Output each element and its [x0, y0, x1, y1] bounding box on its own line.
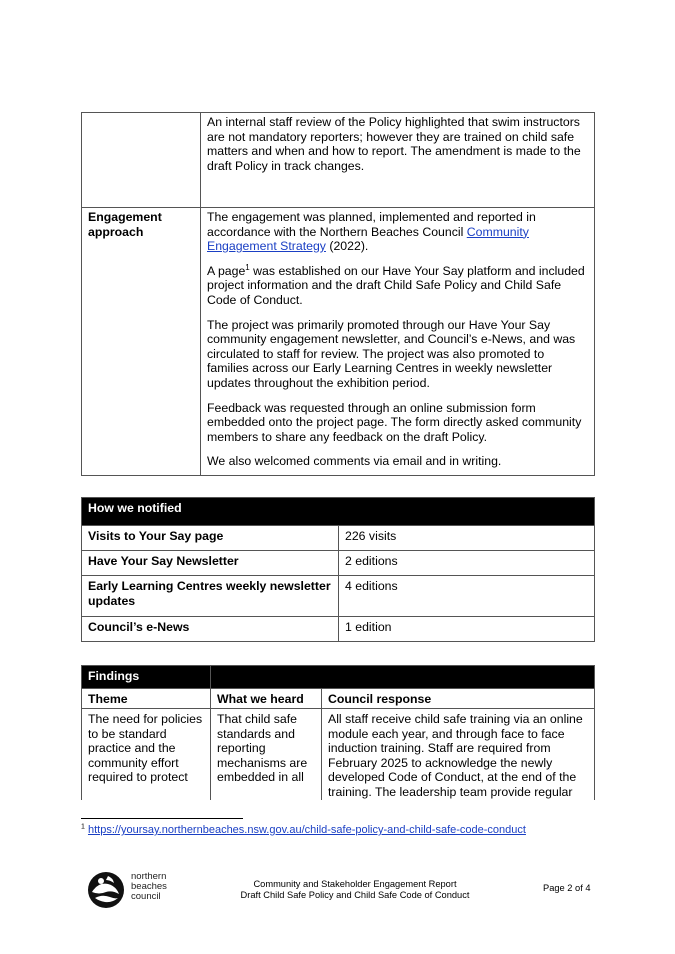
response-column-header: Council response	[322, 689, 595, 709]
northern-beaches-logo-icon	[86, 870, 126, 910]
row-label: Council’s e-News	[82, 617, 339, 642]
paragraph: Feedback was requested through an online submission form embedded onto the project page. The form directly asked community members to share any feedback on the draft Policy.	[207, 400, 582, 444]
table-row	[82, 526, 595, 551]
row-value: 4 editions	[339, 576, 595, 617]
paragraph: The project was primarily promoted through our Have Your Say community engagement newsletter, and Council’s e-News, and was circulated to staff for review. The project was also promoted to families across our Early Learning Centres in weekly newsletter updates throughout the exhibition period.	[207, 317, 576, 390]
text: was established on our Have Your Say platform and included project information and the draft Child Safe Policy and Child Safe Code of Conduct.	[207, 263, 585, 307]
paragraph: We also welcomed comments via email and in writing.	[207, 454, 502, 469]
paragraph	[207, 210, 588, 254]
text: (2022).	[325, 239, 369, 254]
footer-title	[230, 879, 480, 901]
engagement-approach-cell	[201, 208, 595, 476]
report-subtitle: Draft Child Safe Policy and Child Safe Code of Conduct	[240, 890, 470, 900]
findings-header-fill	[211, 666, 595, 689]
table-header-row	[82, 666, 595, 689]
empty-label-cell	[82, 113, 201, 208]
review-text: An internal staff review of the Policy highlighted that swim instructors are not mandatory reporters; however they are trained on child safe matters and when and how to report. The amendment is made to the draft Policy in track changes.	[207, 115, 581, 173]
row-value: 226 visits	[339, 526, 595, 551]
notified-header: How we notified	[82, 498, 595, 526]
footnote-divider	[81, 818, 243, 819]
row-value: 1 edition	[339, 617, 595, 642]
theme-cell: The need for policies to be standard practice and the community effort required to protect	[82, 709, 211, 800]
page-number: Page 2 of 4	[543, 883, 591, 893]
table-header-row	[82, 498, 595, 526]
footnote-ref[interactable]: 1	[245, 262, 250, 272]
footnote	[81, 824, 526, 837]
table-row	[82, 551, 595, 576]
engagement-approach-label: Engagement approach	[82, 208, 201, 476]
notified-table	[81, 497, 595, 642]
row-label: Visits to Your Say page	[82, 526, 339, 551]
review-cell	[201, 113, 595, 208]
row-label: Have Your Say Newsletter	[82, 551, 339, 576]
table-row	[82, 576, 595, 617]
footnote-link[interactable]: https://yoursay.northernbeaches.nsw.gov.au/child-safe-policy-and-child-safe-code-conduct	[87, 824, 526, 836]
logo-line: beaches	[131, 881, 167, 892]
row-label: Early Learning Centres weekly newsletter updates	[82, 576, 339, 617]
paragraph	[207, 264, 588, 308]
report-title: Community and Stakeholder Engagement Report	[253, 879, 457, 889]
heard-cell: That child safe standards and reporting mechanisms are embedded in all	[211, 709, 322, 800]
footnote-number: 1	[81, 823, 85, 831]
response-cell: All staff receive child safe training via an online module each year, and through face to face induction training. Staff are required from February 2025 to acknowledge the newly developed Code of Conduct, at the end of the training. The leadership team provide regular	[322, 709, 595, 800]
logo-line: council	[131, 891, 161, 902]
findings-header: Findings	[82, 666, 211, 689]
row-value: 2 editions	[339, 551, 595, 576]
text: A page	[207, 263, 246, 278]
heard-column-header: What we heard	[211, 689, 322, 709]
logo-text	[131, 872, 167, 902]
logo-line: northern	[131, 871, 167, 882]
engagement-table	[81, 112, 595, 476]
table-row	[82, 113, 595, 208]
table-row	[82, 208, 595, 476]
community-engagement-strategy-link[interactable]: Community Engagement Strategy	[207, 224, 529, 254]
column-header-row	[82, 689, 595, 709]
findings-table	[81, 665, 595, 800]
theme-column-header: Theme	[82, 689, 211, 709]
table-row	[82, 709, 595, 800]
table-row	[82, 617, 595, 642]
text: The engagement was planned, implemented and reported in accordance with the Northern Beaches Council	[207, 210, 536, 239]
